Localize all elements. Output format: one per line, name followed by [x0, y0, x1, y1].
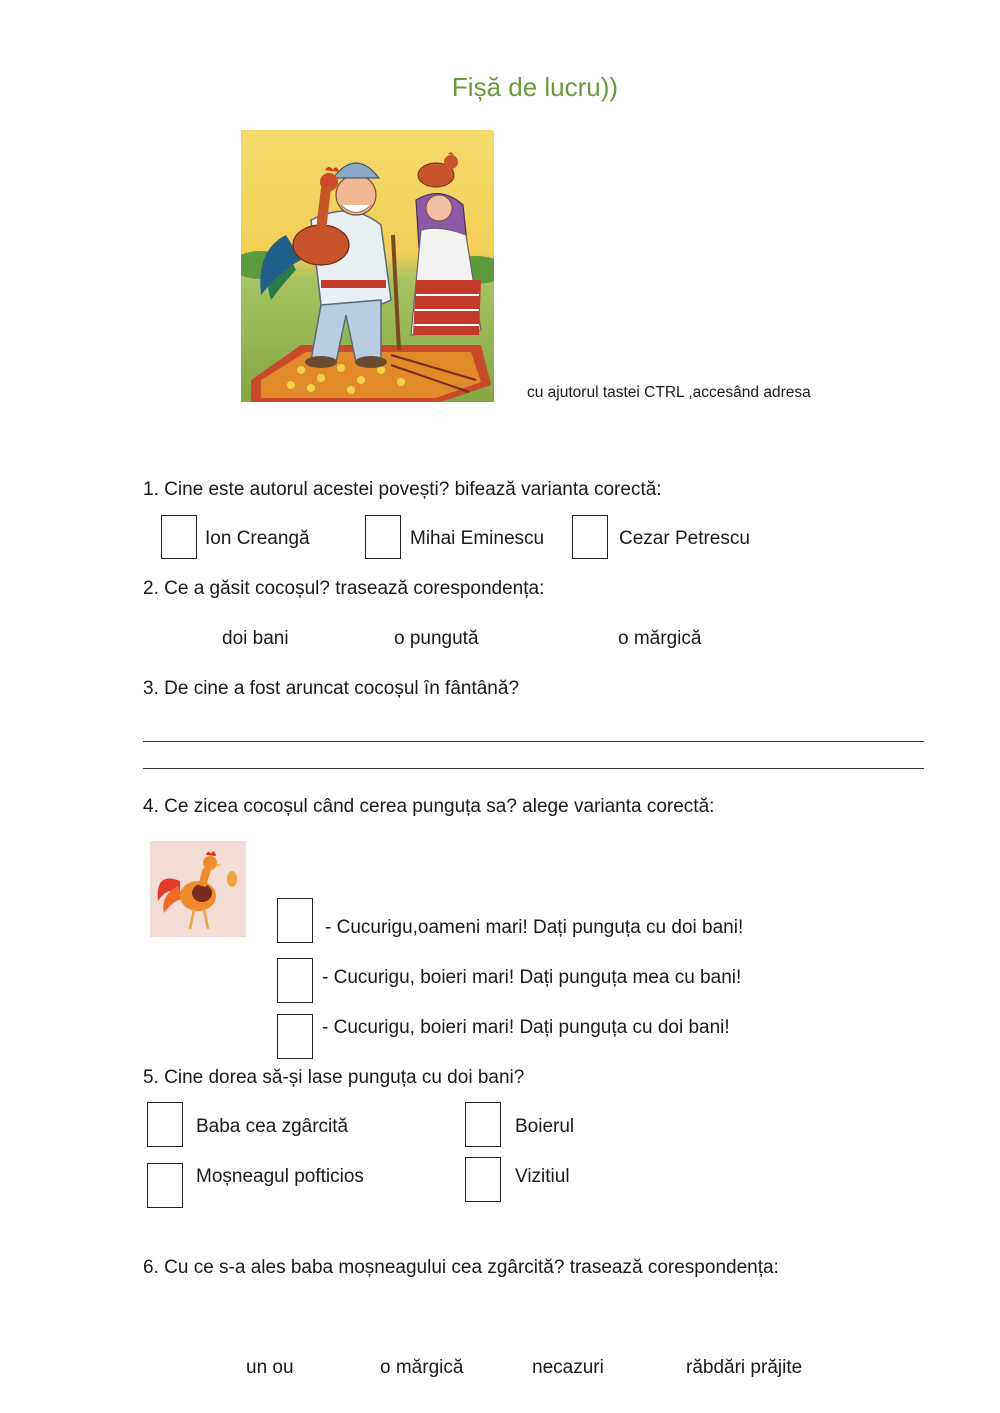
option-cezar-petrescu: Cezar Petrescu: [619, 528, 750, 549]
question-6: 6. Cu ce s-a ales baba moșneagului cea zgârcită? trasează corespondența:: [143, 1257, 779, 1278]
option-ion-creanga: Ion Creangă: [205, 528, 310, 549]
page-title: Fișă de lucru)): [451, 72, 619, 102]
match-option-o-margica-2[interactable]: o mărgică: [380, 1357, 464, 1378]
match-option-necazuri[interactable]: necazuri: [532, 1357, 604, 1378]
checkbox-q4-option-2[interactable]: [277, 958, 313, 1003]
match-option-doi-bani[interactable]: doi bani: [222, 628, 289, 649]
question-3: 3. De cine a fost aruncat cocoșul în fântână?: [143, 678, 520, 699]
checkbox-mosneagul[interactable]: [147, 1163, 183, 1208]
question-1: 1. Cine este autorul acestei povești? bifează varianta corectă:: [143, 479, 662, 500]
question-2: 2. Ce a găsit cocoșul? trasează corespondența:: [143, 578, 545, 599]
answer-line-2[interactable]: [143, 768, 924, 769]
option-baba: Baba cea zgârcită: [196, 1116, 349, 1137]
question-5: 5. Cine dorea să-și lase punguța cu doi bani?: [143, 1067, 525, 1088]
q4-option-1: - Cucurigu,oameni mari! Dați punguța cu doi bani!: [325, 917, 744, 938]
checkbox-mihai-eminescu[interactable]: [365, 515, 401, 559]
match-option-o-margica[interactable]: o mărgică: [618, 628, 702, 649]
q4-option-3: - Cucurigu, boieri mari! Dați punguța cu doi bani!: [322, 1017, 730, 1038]
match-option-un-ou[interactable]: un ou: [246, 1357, 294, 1378]
checkbox-ion-creanga[interactable]: [161, 515, 197, 559]
answer-line-1[interactable]: [143, 741, 924, 742]
q4-option-2: - Cucurigu, boieri mari! Dați punguța mea cu bani!: [322, 967, 742, 988]
image-caption: cu ajutorul tastei CTRL ,accesând adresa: [527, 384, 811, 401]
question-4: 4. Ce zicea cocoșul când cerea punguța sa? alege varianta corectă:: [143, 796, 715, 817]
checkbox-q4-option-1[interactable]: [277, 898, 313, 943]
checkbox-baba[interactable]: [147, 1102, 183, 1147]
checkbox-boierul[interactable]: [465, 1102, 501, 1147]
option-boierul: Boierul: [515, 1116, 575, 1137]
match-option-o-punguta[interactable]: o pungută: [394, 628, 479, 649]
match-option-rabdari-prajite[interactable]: răbdări prăjite: [686, 1357, 803, 1378]
option-vizitiul: Vizitiul: [515, 1166, 570, 1187]
checkbox-q4-option-3[interactable]: [277, 1014, 313, 1059]
option-mihai-eminescu: Mihai Eminescu: [410, 528, 545, 549]
checkbox-vizitiul[interactable]: [465, 1157, 501, 1202]
story-illustration: [241, 130, 494, 402]
checkbox-cezar-petrescu[interactable]: [572, 515, 608, 559]
option-mosneagul: Moșneagul pofticios: [196, 1166, 364, 1187]
rooster-icon: [150, 841, 246, 937]
